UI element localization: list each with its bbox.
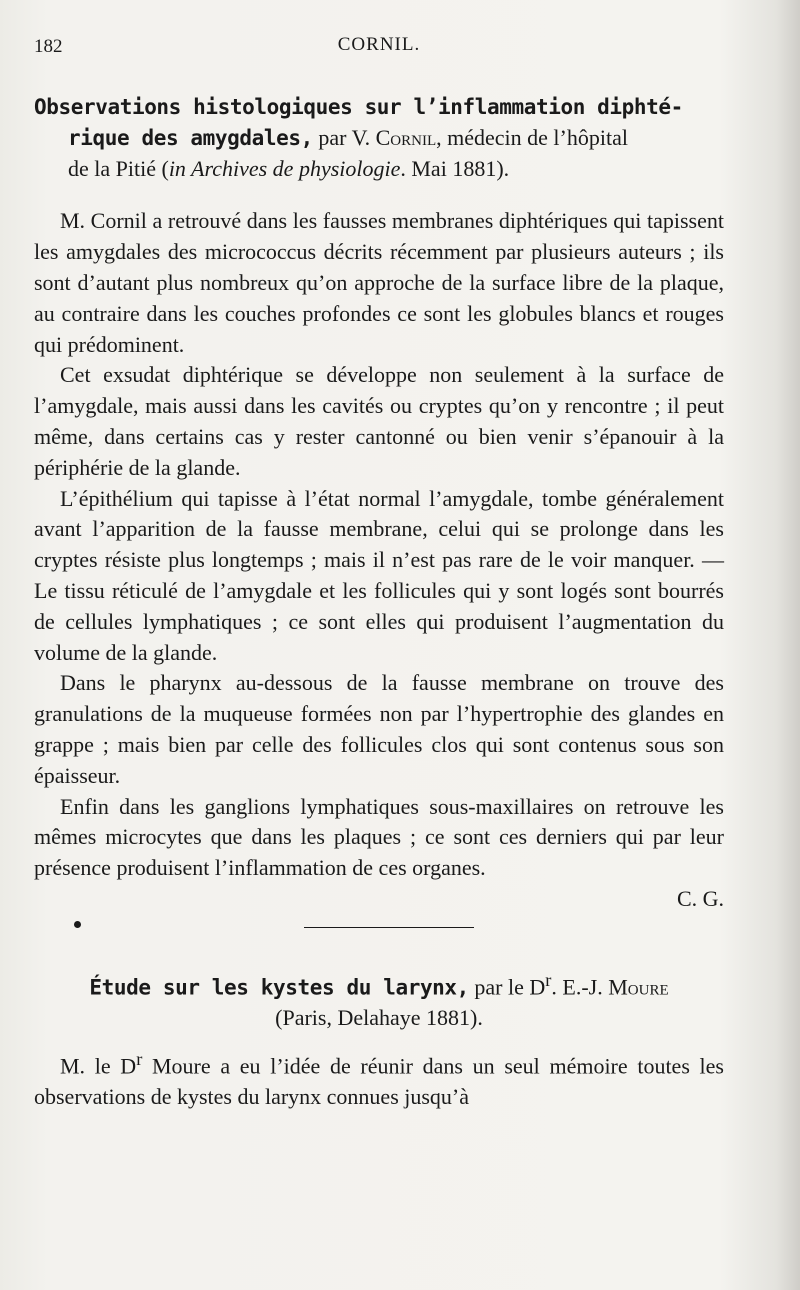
page-body bbox=[34, 92, 724, 1113]
bullet-dot-icon bbox=[74, 921, 81, 928]
article-1-body bbox=[34, 206, 724, 914]
article-2-paragraph-text: Moure a eu l’idée de réunir dans un seul mémoire toutes les observations de kystes du larynx connues jusqu’à bbox=[34, 1052, 724, 1109]
separator-rule bbox=[304, 927, 474, 928]
article-2-body bbox=[34, 1044, 724, 1113]
article-title-1-affiliation: , médecin de l’hôpital bbox=[436, 124, 628, 150]
article-1-paragraph: Cet exsudat diphtérique se développe non seulement à la surface de l’amygdale, mais aussi dans les cavités ou cryptes qu’on y rencontre ; il peut même, dans certains cas y rester cantonné ou bien venir s’épanouir à la périphérie de la glande. bbox=[34, 362, 724, 480]
article-1-paragraph: Dans le pharynx au-dessous de la fausse membrane on trouve des granulations de la muqueuse formées non par l’hypertrophie des glandes en grappe ; mais bien par celle des follicules clos qui sont contenus sous son épaisseur. bbox=[34, 670, 724, 788]
page-number: 182 bbox=[34, 36, 63, 57]
article-title-2-sup: r bbox=[545, 969, 552, 990]
article-title-2-initials: . E.-J. bbox=[551, 974, 609, 1000]
article-title-2-author: Moure bbox=[608, 974, 669, 1000]
page-header bbox=[34, 30, 724, 60]
article-2-paragraph bbox=[34, 1044, 724, 1113]
article-1-signature: C. G. bbox=[676, 885, 724, 911]
article-1-paragraph: Enfin dans les ganglions lymphatiques sous-maxillaires on retrouve les mêmes microcytes que dans les plaques ; ce sont ces derniers qui par leur présence produisent l’inflammation de ces organes. bbox=[34, 793, 724, 881]
running-head: CORNIL. bbox=[337, 34, 421, 55]
article-1-paragraph: M. Cornil a retrouvé dans les fausses membranes diphtériques qui tapissent les amygdales des micrococcus décrits récemment par plusieurs auteurs ; ils sont d’autant plus nombreux qu’on approche de la surface libre de la plaque, au contraire dans les couches profondes ce sont les globules blancs et rouges qui prédominent. bbox=[34, 208, 724, 357]
article-2-paragraph-start: M. le D bbox=[60, 1052, 137, 1078]
article-title-1-journal: in Archives de physiologie bbox=[168, 155, 401, 181]
article-1-paragraph: L’épithélium qui tapisse à l’état normal l’amygdale, tombe généralement avant l’apparition de la fausse membrane, celui qui se prolonge dans les cryptes résiste plus longtemps ; mais il n’est pas rare de le voir manquer. — Le tissu réticulé de l’amygdale et les follicules qui y sont logés sont bourrés de cellules lymphatiques ; ce sont elles qui produisent l’augmentation du volume de la glande. bbox=[34, 485, 724, 665]
article-2-paragraph-sup: r bbox=[136, 1048, 143, 1069]
article-title-1 bbox=[34, 92, 724, 184]
article-title-1-bold-line1: Observations histologiques sur l’inflammation diphté- bbox=[34, 95, 683, 119]
article-title-2-publisher: (Paris, Delahaye 1881). bbox=[275, 1004, 483, 1030]
article-title-1-by: par V. bbox=[312, 124, 376, 150]
article-title-1-source-b: . Mai 1881). bbox=[400, 155, 510, 181]
article-title-1-source-a: de la Pitié ( bbox=[68, 155, 169, 181]
article-title-1-bold-line2: rique des amygdales, bbox=[68, 125, 313, 150]
article-title-2-by: par le D bbox=[468, 974, 546, 1000]
article-title-2-bold: Étude sur les kystes du larynx, bbox=[89, 975, 469, 1000]
article-title-2 bbox=[34, 965, 724, 1034]
section-separator bbox=[34, 915, 724, 963]
article-title-1-author: Cornil bbox=[375, 124, 437, 150]
